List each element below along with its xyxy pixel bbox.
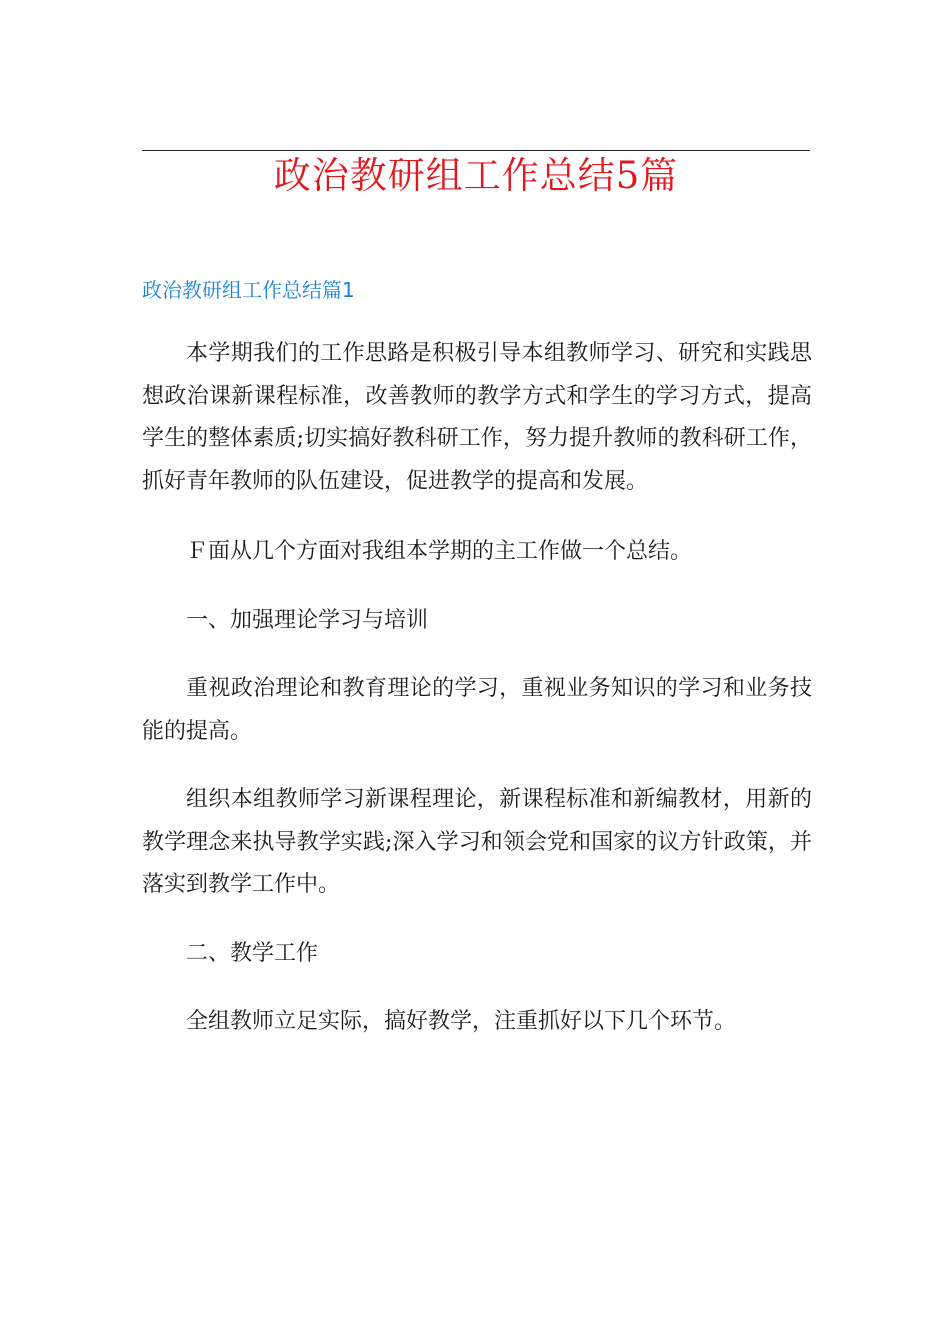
document-body	[142, 333, 812, 1044]
paragraph-heading-teaching-work: 二、教学工作	[186, 940, 319, 966]
paragraph-theory-study: 重视政治理论和教育理论的学习，重视业务知识的学习和业务技能的提高。	[142, 676, 812, 744]
paragraph-heading-theory-study: 一、加强理论学习与培训	[186, 607, 429, 633]
document-title: 政治教研组工作总结5篇	[273, 154, 679, 197]
section-heading: 政治教研组工作总结篇1	[142, 278, 355, 302]
paragraph-summary-intro: Ｆ面从几个方面对我组本学期的主工作做一个总结。	[186, 539, 693, 564]
paragraph-work-approach: 本学期我们的工作思路是积极引导本组教师学习、研究和实践思想政治课新课程标准，改善教师的教学方式和学生的学习方式，提高学生的整体素质;切实搞好教科研工作，努力提升教师的教科研工作，抓好青年教师的队伍建设，促进教学的提高和发展。	[142, 341, 812, 494]
paragraph-teaching-work: 全组教师立足实际，搞好教学，注重抓好以下几个环节。	[186, 1009, 737, 1034]
paragraph-curriculum-study: 组织本组教师学习新课程理论，新课程标准和新编教材，用新的教学理念来执导教学实践;深入学习和领会党和国家的议方针政策，并落实到教学工作中。	[142, 787, 812, 897]
